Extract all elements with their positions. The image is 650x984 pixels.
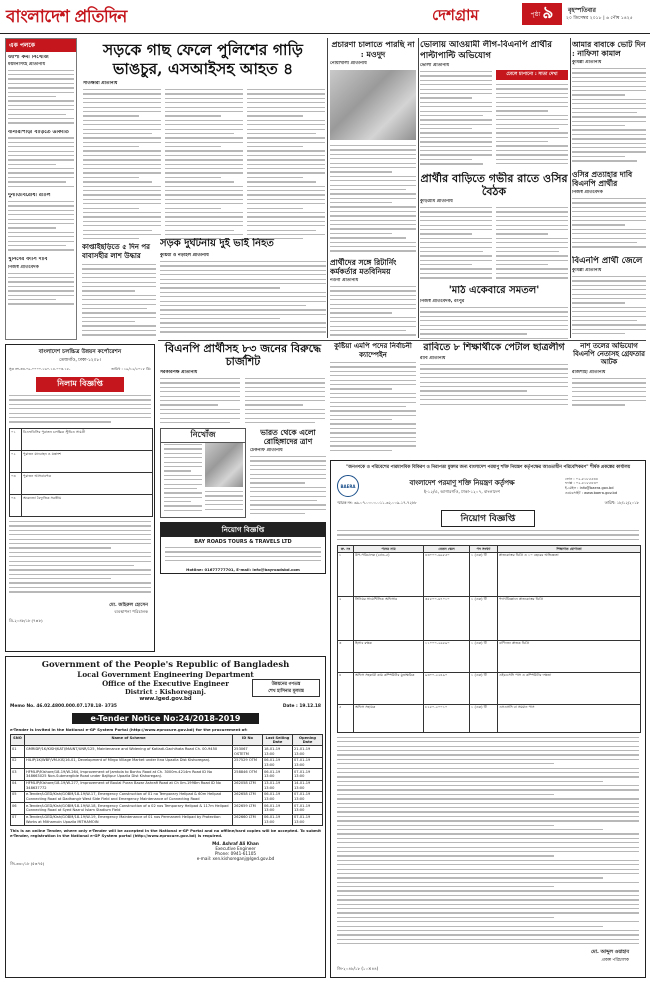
baera-memo: স্মারক নং: ৩৯.০৭.০০০০.০১১.৩২.০০৯.১৭-৭২৮৮ (337, 500, 417, 505)
table-row: ৩ হিসাব রক্ষক ১১০০০-২৬৫৯০ ১ (এক) টি বাণিজ্যে স্নাতক ডিগ্রি (338, 640, 641, 672)
lged-district: District : Kishoreganj. (124, 688, 207, 696)
table-row: 04 HFMLIP/Kishore/18-19/W-277, Improvement of Boulai Puran Bazar Ashrafi Road at Ch 0m-1998m Road ID No 348637772 262058 LTM 13-01-19 13:00 14-01-19 13:00 (11, 780, 323, 791)
rohingya-relief-headline: ভারত থেকে এলো রোহিঙ্গাদের ত্রাণ (260, 428, 316, 446)
nilam-org: বাংলাদেশ চলচ্চিত্র উন্নয়ন কর্পোরেশন (38, 349, 122, 355)
nilam-memo: সূত্র নং-৩৩.০৯.০০০০.১৬০.১৪.০০৩.১৮- (9, 367, 71, 371)
ek-poloke-tag: এক পলকে (6, 39, 76, 52)
lged-website[interactable]: www.lged.gov.bd (139, 696, 192, 702)
lged-date: Date : 19.12.18 (282, 704, 321, 709)
oc-withdraw-body (572, 198, 646, 252)
math-samatal-byline: নিজস্ব প্রতিবেদক, রংপুর (420, 299, 465, 304)
brief-byline-1: ময়মনসিংহ প্রতিনিধি (8, 61, 46, 67)
table-row: ০২ পুরাতন যানবাহন ও যন্ত্রাংশ (10, 451, 153, 473)
brief-headline-3: দুর্নীতিবিরোধী র‌্যালি (8, 193, 51, 199)
masthead (0, 0, 650, 34)
table-row: 01 GMRIDP/1K/KISH/KATI/MAINT/UNR/125, Maintenance and Widening of Katiadi-Gachihata Road Ch. 00-9450 253067 OSTETM 18-01-19 13:00 21-01-19 13:00 (11, 746, 323, 757)
lged-tender-table (10, 734, 323, 826)
baera-fax: ফ্যাক্স : ০২-৮১৮৫৪৩০ (565, 481, 599, 486)
lged-signature-name: Md. Ashraf Ali Khan (212, 840, 259, 846)
baera-conditions (337, 737, 639, 945)
table-row: 05 e-Tender/LGED/Kish/GOBM/18-19/W-17, Emergency Construction of 01 no Temporary Helipad & 60m Helipad Connecting Road at Dadhangir West Side Field and Emergency Maintenance of Connecting Road 262658 LTM 06-01-19 13:00 07-01-19 13:00 (11, 791, 323, 802)
nafisa-headline: আমার বাবাকে ভোট দিন : নাফিসা কামাল (572, 40, 646, 58)
nilam-notice-ad (5, 344, 155, 652)
brief-headline-2: বানারীপাড়া বাড়িতে ডাকাতি (8, 129, 69, 135)
returning-officer-byline: নওগাঁ প্রতিনিধি (330, 278, 359, 283)
section-title: দেশগ্রাম (432, 6, 479, 24)
lash-udhhar-body (82, 264, 156, 338)
section-rule (158, 340, 646, 341)
missing-person-photo (205, 443, 243, 487)
nasha-headline: নাশ তলের অভিযোগ বিএনপি নেতাসহ গ্রেফতার আটক (573, 342, 645, 367)
math-samatal-headline: 'মাঠ একেবারে সমতল' (448, 285, 540, 296)
bnp-jail-headline: বিএনপি প্রার্থী জেলে (572, 256, 643, 266)
lead-photo (330, 70, 416, 140)
lged-government: Government of the People's Republic of Bangladesh (41, 660, 290, 670)
baera-address: ই-১২/এ, আগারগাঁও, ঢাকা-১২০৭, বাংলাদেশ (423, 488, 501, 494)
bay-roads-ad (160, 522, 326, 574)
lead-body-col-1 (83, 89, 161, 239)
baera-recruitment-ad (330, 460, 646, 978)
returning-officer-headline: প্রার্থীদের সঙ্গে রিটার্নিং কর্মকর্তার মতবিনিময় (330, 258, 397, 276)
chargesheet-byline: সরকারপক্ষ প্রতিনিধি (160, 370, 198, 375)
table-row: 02 HILIP/1K/WBF/VM-KIS/16-01, Development of Mirgo Village Market under Itna Upazila Dist Kishoreganj. 257529 OTM 06-01-19 13:00 07-01-19 13:00 (11, 757, 323, 768)
nasha-body (572, 378, 646, 408)
rabi-headline: রাবিতে ৮ শিক্ষার্থীকে পেটাল ছাত্রলীগ (423, 342, 565, 353)
baera-website: ওয়েবসাইট : www.baera.gov.bd (565, 490, 618, 495)
bnp-jail-body (572, 276, 646, 338)
moudud-byline: নোয়াখালী প্রতিনিধি (330, 61, 367, 66)
returning-officer-body (330, 286, 416, 338)
lged-office: Office of the Executive Engineer (102, 679, 229, 688)
chargesheet-body-2 (245, 378, 325, 424)
oc-withdraw-byline: নিজস্ব প্রতিবেদক (572, 190, 603, 195)
baera-date: তারিখ: ১৮/১২/২০১৮ (604, 500, 639, 505)
table-row: ২ সিনিয়র সায়েন্টিফিক অফিসার ৩৫৫০০-৬৭০১০ ১ (এক) টি পদার্থবিজ্ঞানে স্নাতকোত্তর ডিগ্রি (338, 596, 641, 640)
table-row: 07 e-Tender/LGED/Kish/GOBM/18-19/W-19, Emergency Maintenance of 01 nos Permanent Helipad by Protection Works at Mithamoin Upazila MITHAMOIN 262660 LTM 06-01-19 13:00 07-01-19 13:00 (11, 814, 323, 825)
ek-poloke-column (5, 38, 77, 340)
lged-footer-note: This is an online Tender, where only e-Tender will be accepted in the National e-GP Portal and no offline/hard copies will be accepted. To submit e-Tender, registration in the National e-GP System portal (http://www.eprocure.gov.bd) is required. (10, 828, 321, 838)
page-word: পৃষ্ঠা (530, 10, 541, 18)
lead-byline: সাতক্ষীরা প্রতিনিধি (83, 81, 118, 86)
nafisa-body (572, 68, 646, 166)
nasha-byline: রাজশাহী প্রতিনিধি (572, 370, 606, 375)
accident-body (160, 261, 326, 337)
nilam-title: নিলাম বিজ্ঞপ্তি (36, 377, 124, 392)
issue-date: ২০ ডিসেম্বর ২০১৮ | ৬ পৌষ ১৪২৫ (566, 16, 633, 21)
accident-headline: সড়ক দুর্ঘটনায় দুই ভাই নিহত (160, 238, 274, 249)
table-row: ০৪ অকেজো বৈদ্যুতিক সরঞ্জাম (10, 495, 153, 517)
lged-memo: Memo No. 46.02.4800.000.07.178.18- 3735 (10, 704, 117, 709)
table-row: ৫ অফিস সহায়ক ৮২৫০-২০০১০ ১ (এক) টি এসএসসি বা সমমান পাস (338, 704, 641, 732)
lead-body-col-2 (165, 89, 243, 239)
brief-headline-4: খুনিদের ফাঁসি দাবি (8, 257, 48, 263)
table-row: ০৩ পুরাতন আসবাবপত্র (10, 473, 153, 495)
moudud-body (330, 145, 416, 255)
bay-roads-hotline: Hotline: 01677777701, E-mail: info@bayroadsbd.com (186, 567, 300, 572)
baera-intro (337, 530, 639, 542)
baera-org: বাংলাদেশ পরমাণু শক্তি নিয়ন্ত্রণ কর্তৃপক্ষ (409, 478, 515, 487)
kushtia-campaign-headline: কুষ্টিয়া এমপি পদের নির্বাচনী ক্যাম্পেইন (334, 342, 412, 359)
lged-badge-line-1: উন্নয়নের গণতন্ত্র (271, 682, 301, 687)
column-rule (327, 38, 328, 338)
brief-body-1 (8, 70, 74, 128)
baera-signature-title: প্রকল্প পরিচালক (601, 957, 629, 963)
chargesheet-headline: বিএনপি প্রার্থীসহ ৮৩ জনের বিরুদ্ধে চার্জশিট (164, 342, 322, 368)
baera-phone: ফোন : ০২-৮১৮৫৫৩৪ (565, 476, 599, 481)
bhola-body-2 (496, 84, 568, 168)
moudud-headline: প্রচারণা চালাতে পারছি না : মওদুদ (331, 40, 415, 59)
nilam-signature-name: মো. জহিরুল হোসেন (109, 603, 148, 608)
nilam-address: তেজগাঁও, ঢাকা-১২০৮। (59, 358, 101, 363)
math-samatal-body (420, 307, 568, 339)
rohingya-relief-body (250, 456, 326, 518)
accident-byline: কুষ্টিয়া ও নড়াইল প্রতিনিধি (160, 253, 209, 258)
lash-udhhar-headline: কাপ্তাইছড়িতে ৫ দিন পর বাবাসহীর লাশ উদ্ধার (82, 243, 150, 260)
bhola-body-1 (420, 71, 492, 167)
nikhoj-details (164, 444, 202, 516)
baera-posts-table (337, 545, 641, 733)
lead-headline: সড়কে গাছ ফেলে পুলিশের গাড়ি ভাঙচুর, এসআইসহ আহত ৪ (103, 40, 303, 78)
lged-signature-phone: Phone: 0941-61105 (214, 851, 257, 856)
lged-signature-email: e-mail: xen.kishoreganj@lged.gov.bd (196, 856, 275, 862)
lged-etender-ad (5, 656, 326, 978)
nikhoj-contact (205, 491, 243, 515)
brief-body-3 (8, 201, 74, 255)
bhola-headline: ভোলায় আওয়ামী লীগ-বিএনপি প্রার্থীর পাল্টাপাল্টি অভিযোগ (420, 40, 552, 61)
kushtia-campaign-body (330, 362, 416, 458)
brief-body-4 (8, 273, 74, 307)
brief-body-2 (8, 137, 74, 191)
issue-day: বৃহস্পতিবার (568, 7, 596, 14)
page-number-box (522, 3, 562, 25)
oc-meeting-body-1 (420, 207, 492, 283)
rohingya-relief-byline: টেকনাফ প্রতিনিধি (250, 448, 283, 453)
table-header-row: ক্র. নং পদের নাম বেতন স্কেল পদ সংখ্যা শিক্ষাগত যোগ্যতা (338, 546, 641, 553)
oc-meeting-byline: কুড়িগ্রাম প্রতিনিধি (420, 199, 453, 204)
lead-body-col-3 (247, 89, 325, 239)
baera-email: ই-মেইল : info@baera.gov.bd (565, 486, 614, 490)
lged-signature-title: Executive Engineer (215, 845, 256, 851)
column-rule (418, 38, 419, 338)
bnp-jail-byline: কুমিল্লা প্রতিনিধি (572, 268, 602, 273)
rabi-byline: রাবি প্রতিনিধি (420, 356, 446, 361)
nikhoj-title: নিখোঁজ (161, 429, 245, 443)
chargesheet-body-1 (160, 378, 240, 424)
brief-byline-4: নিজস্ব প্রতিবেদক (8, 264, 39, 270)
table-row: 03 HFMLIP/Kishore/18-19/W-264, Improvement of Jamtola to Bonhu Road at Ch. 3000m-4214m Road ID No 348663025 Non-Submergible Road under Bajitpur Upazila Dist Kishoreganj. 258846 OTM 06-01-19 13:00 07-01-19 13:00 (11, 769, 323, 780)
nilam-intro (9, 395, 151, 425)
nilam-ref: ডি-২০৪৮/১৮ (৭×৮) (9, 618, 43, 623)
table-row: ০১ বিএফডিসির পুরাতন চলচ্চিত্র স্টুডিও সামগ্রী (10, 429, 153, 451)
nilam-signature-title: ব্যবস্থাপনা পরিচালক (114, 609, 148, 614)
table-row: ১ উপ-পরিচালক (গ্রেড-৫) ৪৩০০০-৬৯৮৫০ ১ (এক) টি স্নাতকোত্তর ডিগ্রি ও ১০ বছরের অভিজ্ঞতা (338, 552, 641, 596)
baera-ref: জি-২০৪৮/১৮ (১০×৪৪) (337, 965, 379, 971)
lged-intro: e-Tender is invited in the National e-GP System Portal (http://www.eprocure.gov.bd) for the procurement of: (10, 727, 248, 732)
rabi-body (420, 364, 568, 408)
baera-banner: "জনগণকে ও পরিবেশের পারমাণবিক বিকিরণ ও নিরাপত্তা মুক্তার জন্য বাংলাদেশ পরমাণু শক্তি নিয়ন্ত্রণ কর্তৃপক্ষের আওতাধীন পরিবেশিকরণ" শীর্ষক প্রকল্পের কার্যালয় (345, 465, 631, 470)
nafisa-byline: কুমিল্লা প্রতিনিধি (572, 60, 602, 65)
nikhoj-box (160, 428, 246, 518)
oc-withdraw-headline: ওসির প্রত্যাহার দাবি বিএনপি প্রার্থীর (572, 170, 633, 188)
table-row: ৪ অফিস সহকারী কাম কম্পিউটার মুদ্রাক্ষরিক ৯৩০০-২২৪৯০ ১ (এক) টি এইচএসসি পাস ও কম্পিউটার দক্ষতা (338, 672, 641, 704)
lged-badge (252, 679, 320, 697)
bay-roads-company: BAY ROADS TOURS & TRAVELS LTD (194, 539, 292, 545)
nilam-terms (9, 521, 151, 597)
nilam-date: তারিখ : ১৯/১২/২০১৮ খ্রি: (111, 367, 151, 371)
bhola-quote-box: ঢোলে চাপানো : সাতা দেখা (496, 70, 568, 80)
bay-roads-body (165, 547, 321, 565)
lged-badge-line-2: শেখ হাসিনার মূলমন্ত্র (268, 689, 304, 694)
bhola-byline: ভোলা প্রতিনিধি (420, 63, 450, 68)
newspaper-logo: বাংলাদেশ প্রতিদিন (6, 7, 127, 27)
lged-department: Local Government Engineering Department (77, 670, 254, 679)
column-rule (570, 38, 571, 338)
lged-ref: জি-৩৩০/১৮ (৫×৭৫) (10, 861, 45, 867)
oc-meeting-body-2 (496, 207, 568, 283)
table-header-row: SNO Name of Scheme ID No Last Selling Date Opening Date (11, 735, 323, 746)
baera-logo-icon: BAERA (337, 475, 359, 497)
oc-meeting-headline: প্রার্থীর বাড়িতে গভীর রাতে ওসির বৈঠক (420, 172, 568, 198)
bay-roads-title: নিয়োগ বিজ্ঞপ্তি (161, 523, 325, 537)
baera-signature-name: মো. আব্দুল ওয়াহাব (590, 949, 629, 955)
baera-title: নিয়োগ বিজ্ঞপ্তি (441, 510, 535, 527)
lged-notice-title: e-Tender Notice No:24/2018-2019 (72, 713, 259, 724)
nilam-table (9, 428, 153, 517)
brief-headline-1: জাপা কর্মী নিখোঁজ (8, 55, 49, 60)
page-number: ৯ (542, 3, 554, 23)
table-row: 06 e-Tender/LGED/Kish/GOBM/18-19/W-18, Emergency Construction of a 02 nos Temporary Helipad & 117m Helipad Connecting Road at Syed Nazrul Islam Stadium Field 262659 LTM 06-01-19 13:00 07-01-19 13:00 (11, 803, 323, 814)
